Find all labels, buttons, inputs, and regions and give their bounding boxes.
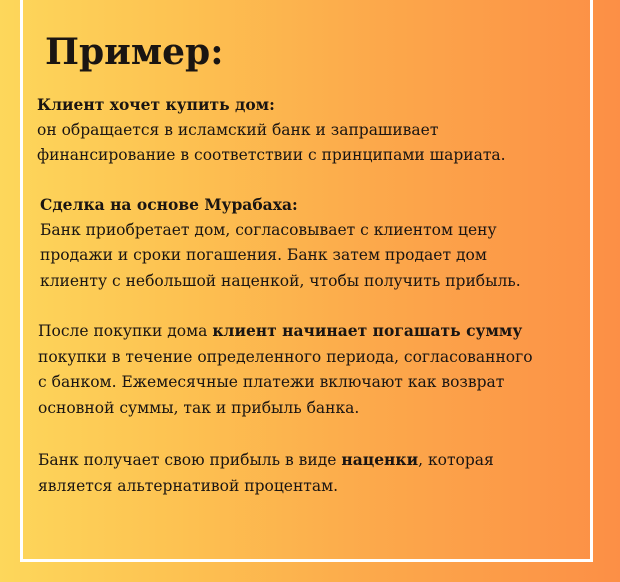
repayment-line-1-prefix: После покупки дома bbox=[38, 322, 213, 340]
repayment-line-4: основной суммы, так и прибыль банка. bbox=[38, 398, 360, 417]
client-wants-house-heading: Клиент хочет купить дом: bbox=[37, 95, 275, 114]
bank-profit-line-1 bbox=[38, 447, 494, 474]
bank-profit-line-2: является альтернативой процентам. bbox=[38, 476, 339, 495]
bank-profit-suffix: , которая bbox=[418, 451, 494, 469]
murabaha-deal-heading: Сделка на основе Мурабаха: bbox=[40, 195, 298, 214]
repayment-line-3: с банком. Ежемесячные платежи включают как возврат bbox=[38, 373, 505, 391]
page-title: Пример: bbox=[45, 31, 224, 73]
murabaha-deal-line-1: Банк приобретает дом, согласовывает с клиентом цену bbox=[40, 220, 497, 239]
murabaha-deal-line-2: продажи и сроки погашения. Банк затем продает дом bbox=[40, 246, 487, 264]
repayment-emphasis: клиент начинает погашать сумму bbox=[212, 321, 523, 340]
client-wants-house-block bbox=[37, 92, 506, 169]
repayment-line-2: покупки в течение определенного периода, согласованного bbox=[38, 347, 533, 366]
murabaha-deal-line-3: клиенту с небольшой наценкой, чтобы получить прибыль. bbox=[40, 271, 521, 290]
client-wants-house-line-2: финансирование в соответствии с принципами шариата. bbox=[37, 146, 506, 164]
repayment-line-1 bbox=[38, 318, 533, 345]
repayment-block bbox=[38, 318, 533, 421]
murabaha-deal-block bbox=[40, 192, 521, 294]
client-wants-house-line-1: он обращается в исламский банк и запрашивает bbox=[37, 120, 439, 139]
markup-emphasis: наценки bbox=[341, 450, 419, 469]
bank-profit-block bbox=[38, 447, 494, 499]
bank-profit-prefix: Банк получает свою прибыль в виде bbox=[38, 451, 342, 469]
